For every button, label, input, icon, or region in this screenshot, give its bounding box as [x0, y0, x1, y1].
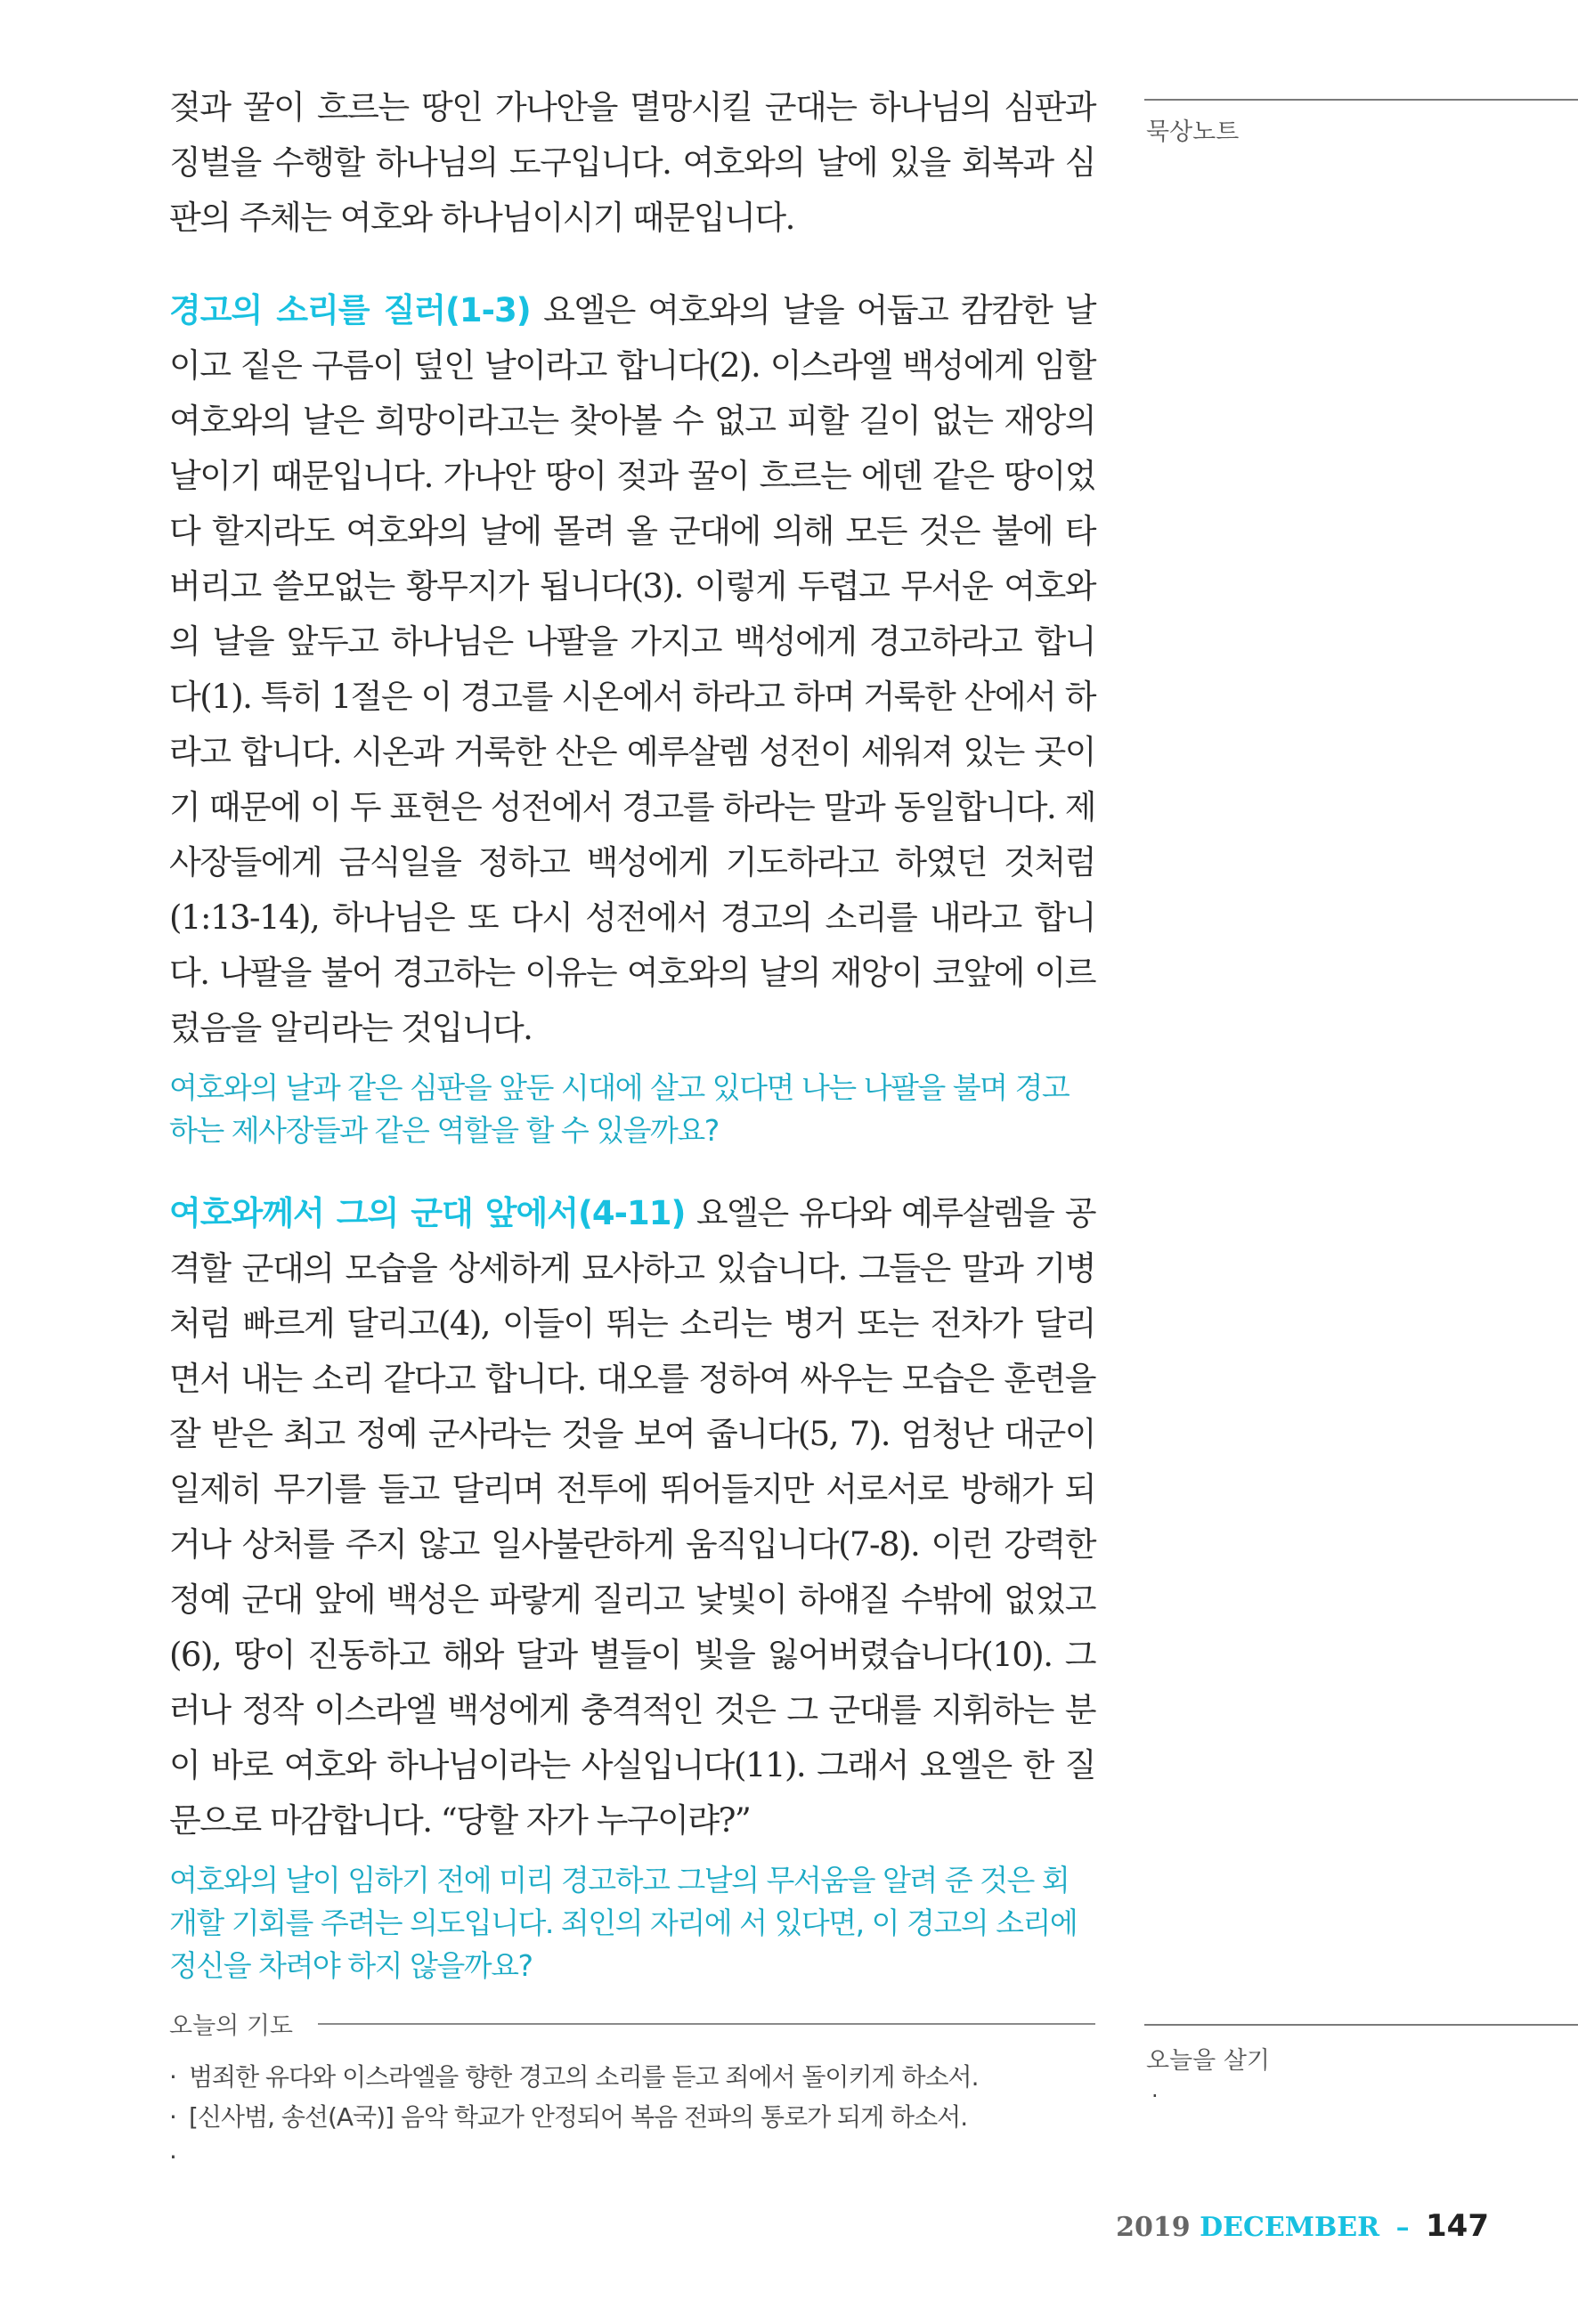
section-2-heading: 여호와께서 그의 군대 앞에서(4-11): [169, 1194, 686, 1232]
living-rule: [1144, 2024, 1578, 2026]
prayer-list: [169, 2057, 1095, 2137]
prayer-item: · [신사범, 송선(A국)] 음악 학교가 안정되어 복음 전파의 통로가 되게 하소서.: [169, 2097, 1095, 2137]
section-1-paragraph: [169, 283, 1095, 1056]
prayer-rule: [318, 2023, 1095, 2025]
living-label: 오늘을 살기: [1146, 2047, 1270, 2075]
section-1-body: 요엘은 여호와의 날을 어둡고 캄캄한 날이고 짙은 구름이 덮인 날이라고 합니다(2). 이스라엘 백성에게 임할 여호와의 날은 희망이라고는 찾아볼 수 없고 피할 길이 없는 재앙의 날이기 때문입니다. 가나안 땅이 젖과 꿀이 흐르는 에덴 같은 땅이었다 할지라도 여호와의 날에 몰려 올 군대에 의해 모든 것은 불에 타 버리고 쓸모없는 황무지가 됩니다(3). 이렇게 두렵고 무서운 여호와의 날을 앞두고 하나님은 나팔을 가지고 백성에게 경고하라고 합니다(1). 특히 1절은 이 경고를 시온에서 하라고 하며 거룩한 산에서 하라고 합니다. 시온과 거룩한 산은 예루살렘 성전이 세워져 있는 곳이기 때문에 이 두 표현은 성전에서 경고를 하라는 말과 동일합니다. 제사장들에게 금식일을 정하고 백성에게 기도하라고 하였던 것처럼(1:13-14), 하나님은 또 다시 성전에서 경고의 소리를 내라고 합니다. 나팔을 불어 경고하는 이유는 여호와의 날의 재앙이 코앞에 이르렀음을 알리라는 것입니다.: [169, 291, 1095, 1047]
page-footer: [1116, 2208, 1489, 2244]
footer-year: 2019: [1116, 2212, 1191, 2243]
page-number: 147: [1426, 2208, 1489, 2244]
main-column: [169, 80, 1095, 1987]
footer-dash: –: [1395, 2212, 1410, 2243]
prayer-item: · 범죄한 유다와 이스라엘을 향한 경고의 소리를 듣고 죄에서 돌이키게 하소서.: [169, 2057, 1095, 2097]
section-2-paragraph: [169, 1186, 1095, 1849]
prayer-header: [169, 2006, 1095, 2041]
section-1-heading: 경고의 소리를 질러(1-3): [169, 291, 531, 329]
footer-month: DECEMBER: [1200, 2212, 1380, 2243]
living-bullet: ·: [1151, 2084, 1159, 2109]
intro-paragraph: 젖과 꿀이 흐르는 땅인 가나안을 멸망시킬 군대는 하나님의 심판과 징벌을 수행할 하나님의 도구입니다. 여호와의 날에 있을 회복과 심판의 주체는 여호와 하나님이시기 때문입니다.: [169, 88, 1095, 237]
prayer-section: [169, 2006, 1095, 2137]
section-2-body: 요엘은 유다와 예루살렘을 공격할 군대의 모습을 상세하게 묘사하고 있습니다. 그들은 말과 기병처럼 빠르게 달리고(4), 이들이 뛰는 소리는 병거 또는 전차가 달리면서 내는 소리 같다고 합니다. 대오를 정하여 싸우는 모습은 훈련을 잘 받은 최고 정예 군사라는 것을 보여 줍니다(5, 7). 엄청난 대군이 일제히 무기를 들고 달리며 전투에 뛰어들지만 서로서로 방해가 되거나 상처를 주지 않고 일사불란하게 움직입니다(7-8). 이런 강력한 정예 군대 앞에 백성은 파랗게 질리고 낯빛이 하얘질 수밖에 없었고(6), 땅이 진동하고 해와 달과 별들이 빛을 잃어버렸습니다(10). 그러나 정작 이스라엘 백성에게 충격적인 것은 그 군대를 지휘하는 분이 바로 여호와 하나님이라는 사실입니다(11). 그래서 요엘은 한 질문으로 마감합니다. “당할 자가 누구이랴?”: [169, 1194, 1095, 1840]
section-1-question: 여호와의 날과 같은 심판을 앞둔 시대에 살고 있다면 나는 나팔을 불며 경고하는 제사장들과 같은 역할을 할 수 있을까요?: [169, 1070, 1070, 1148]
meditation-rule: [1144, 99, 1578, 101]
meditation-label: 묵상노트: [1146, 118, 1240, 146]
section-2-question: 여호와의 날이 임하기 전에 미리 경고하고 그날의 무서움을 알려 준 것은 회개할 기회를 주려는 의도입니다. 죄인의 자리에 서 있다면, 이 경고의 소리에 정신을 차려야 하지 않을까요?: [169, 1863, 1078, 1983]
prayer-title: 오늘의 기도: [169, 2012, 293, 2040]
